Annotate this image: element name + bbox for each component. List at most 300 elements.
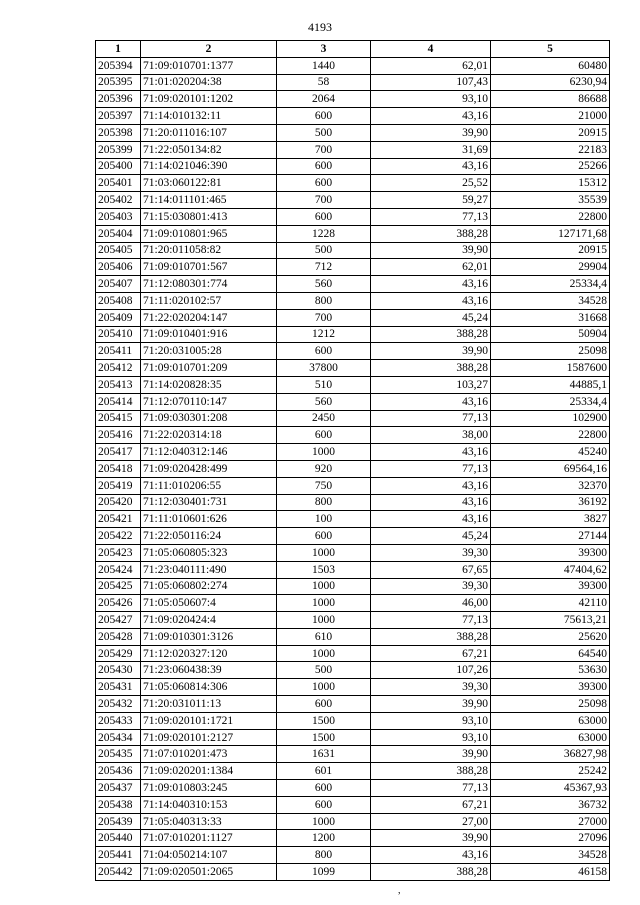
table-cell-col-3: 600 bbox=[277, 343, 371, 360]
table-cell-col-1: 205406 bbox=[96, 259, 141, 276]
table-cell-col-1: 205404 bbox=[96, 225, 141, 242]
table-cell-col-1: 205407 bbox=[96, 276, 141, 293]
header-col-4: 4 bbox=[371, 41, 491, 58]
table-cell-col-2: 71:05:060805:323 bbox=[141, 544, 277, 561]
table-row bbox=[96, 444, 610, 461]
table-cell-col-4: 39,30 bbox=[371, 578, 491, 595]
table-cell-col-3: 1000 bbox=[277, 595, 371, 612]
table-row bbox=[96, 192, 610, 209]
table-cell-col-1: 205433 bbox=[96, 712, 141, 729]
table-row bbox=[96, 477, 610, 494]
table-row bbox=[96, 74, 610, 91]
table-cell-col-2: 71:11:010601:626 bbox=[141, 511, 277, 528]
table-cell-col-4: 59,27 bbox=[371, 192, 491, 209]
table-cell-col-5: 32370 bbox=[491, 477, 610, 494]
table-cell-col-1: 205409 bbox=[96, 309, 141, 326]
table-cell-col-4: 39,90 bbox=[371, 830, 491, 847]
table-cell-col-1: 205434 bbox=[96, 729, 141, 746]
table-cell-col-1: 205397 bbox=[96, 108, 141, 125]
table-cell-col-3: 601 bbox=[277, 763, 371, 780]
table-cell-col-5: 25098 bbox=[491, 696, 610, 713]
table-cell-col-4: 388,28 bbox=[371, 864, 491, 881]
table-row bbox=[96, 427, 610, 444]
table-cell-col-4: 39,90 bbox=[371, 696, 491, 713]
table-row bbox=[96, 796, 610, 813]
table-cell-col-4: 25,52 bbox=[371, 175, 491, 192]
table-cell-col-1: 205396 bbox=[96, 91, 141, 108]
table-cell-col-3: 600 bbox=[277, 427, 371, 444]
table-row bbox=[96, 326, 610, 343]
table-cell-col-4: 43,16 bbox=[371, 511, 491, 528]
footer-mark: , bbox=[398, 885, 401, 896]
table-cell-col-5: 36732 bbox=[491, 796, 610, 813]
table-cell-col-5: 25266 bbox=[491, 158, 610, 175]
table-cell-col-2: 71:23:060438:39 bbox=[141, 662, 277, 679]
table-row bbox=[96, 158, 610, 175]
table-cell-col-4: 77,13 bbox=[371, 208, 491, 225]
table-cell-col-4: 43,16 bbox=[371, 276, 491, 293]
table-row bbox=[96, 544, 610, 561]
table-cell-col-2: 71:20:031005:28 bbox=[141, 343, 277, 360]
table-cell-col-3: 2064 bbox=[277, 91, 371, 108]
table-cell-col-5: 1587600 bbox=[491, 360, 610, 377]
table-row bbox=[96, 561, 610, 578]
table-cell-col-5: 39300 bbox=[491, 578, 610, 595]
table-cell-col-4: 39,90 bbox=[371, 746, 491, 763]
table-cell-col-3: 510 bbox=[277, 376, 371, 393]
table-cell-col-5: 31668 bbox=[491, 309, 610, 326]
table-cell-col-1: 205414 bbox=[96, 393, 141, 410]
table-cell-col-4: 39,30 bbox=[371, 544, 491, 561]
table-cell-col-5: 27000 bbox=[491, 813, 610, 830]
table-row bbox=[96, 175, 610, 192]
table-cell-col-3: 600 bbox=[277, 780, 371, 797]
table-cell-col-5: 25620 bbox=[491, 628, 610, 645]
table-row bbox=[96, 141, 610, 158]
page-number: 4193 bbox=[308, 20, 332, 34]
table-cell-col-4: 27,00 bbox=[371, 813, 491, 830]
table-row bbox=[96, 225, 610, 242]
table-cell-col-4: 93,10 bbox=[371, 91, 491, 108]
table-row bbox=[96, 460, 610, 477]
table-cell-col-2: 71:09:020201:1384 bbox=[141, 763, 277, 780]
table-cell-col-3: 1631 bbox=[277, 746, 371, 763]
table-cell-col-1: 205421 bbox=[96, 511, 141, 528]
table-cell-col-4: 43,16 bbox=[371, 847, 491, 864]
table-cell-col-2: 71:09:020101:1721 bbox=[141, 712, 277, 729]
table-cell-col-4: 43,16 bbox=[371, 158, 491, 175]
table-cell-col-1: 205441 bbox=[96, 847, 141, 864]
table-cell-col-5: 86688 bbox=[491, 91, 610, 108]
header-col-1: 1 bbox=[96, 41, 141, 58]
table-cell-col-3: 500 bbox=[277, 124, 371, 141]
table-cell-col-1: 205442 bbox=[96, 864, 141, 881]
table-row bbox=[96, 628, 610, 645]
table-cell-col-2: 71:09:030301:208 bbox=[141, 410, 277, 427]
table-cell-col-4: 46,00 bbox=[371, 595, 491, 612]
table-cell-col-1: 205430 bbox=[96, 662, 141, 679]
table-cell-col-5: 63000 bbox=[491, 712, 610, 729]
table-cell-col-4: 93,10 bbox=[371, 729, 491, 746]
table-body bbox=[96, 57, 610, 880]
table-cell-col-1: 205403 bbox=[96, 208, 141, 225]
table-cell-col-2: 71:12:080301:774 bbox=[141, 276, 277, 293]
table-cell-col-4: 43,16 bbox=[371, 292, 491, 309]
table-cell-col-1: 205424 bbox=[96, 561, 141, 578]
table-cell-col-2: 71:22:020204:147 bbox=[141, 309, 277, 326]
table-cell-col-2: 71:03:060122:81 bbox=[141, 175, 277, 192]
table-row bbox=[96, 746, 610, 763]
table-cell-col-1: 205437 bbox=[96, 780, 141, 797]
table-cell-col-2: 71:09:010301:3126 bbox=[141, 628, 277, 645]
table-row bbox=[96, 276, 610, 293]
table-cell-col-4: 388,28 bbox=[371, 763, 491, 780]
table-cell-col-2: 71:22:020314:18 bbox=[141, 427, 277, 444]
table-cell-col-4: 67,21 bbox=[371, 645, 491, 662]
table-cell-col-5: 53630 bbox=[491, 662, 610, 679]
table-cell-col-3: 600 bbox=[277, 208, 371, 225]
table-cell-col-1: 205418 bbox=[96, 460, 141, 477]
table-cell-col-3: 600 bbox=[277, 158, 371, 175]
table-cell-col-5: 20915 bbox=[491, 242, 610, 259]
table-cell-col-1: 205427 bbox=[96, 612, 141, 629]
table-row bbox=[96, 696, 610, 713]
table-cell-col-3: 1228 bbox=[277, 225, 371, 242]
table-cell-col-2: 71:09:010401:916 bbox=[141, 326, 277, 343]
table-cell-col-5: 22183 bbox=[491, 141, 610, 158]
table-cell-col-2: 71:12:020327:120 bbox=[141, 645, 277, 662]
table-cell-col-2: 71:11:010206:55 bbox=[141, 477, 277, 494]
table-row bbox=[96, 645, 610, 662]
table-cell-col-1: 205435 bbox=[96, 746, 141, 763]
table-cell-col-3: 58 bbox=[277, 74, 371, 91]
table-cell-col-5: 39300 bbox=[491, 544, 610, 561]
table-cell-col-5: 25098 bbox=[491, 343, 610, 360]
table-cell-col-3: 100 bbox=[277, 511, 371, 528]
table-cell-col-1: 205411 bbox=[96, 343, 141, 360]
table-cell-col-3: 1000 bbox=[277, 813, 371, 830]
table-row bbox=[96, 393, 610, 410]
table-cell-col-5: 75613,21 bbox=[491, 612, 610, 629]
table-cell-col-1: 205400 bbox=[96, 158, 141, 175]
table-cell-col-4: 43,16 bbox=[371, 444, 491, 461]
table-cell-col-1: 205413 bbox=[96, 376, 141, 393]
table-row bbox=[96, 864, 610, 881]
table-cell-col-5: 22800 bbox=[491, 427, 610, 444]
table-cell-col-4: 62,01 bbox=[371, 259, 491, 276]
table-cell-col-5: 102900 bbox=[491, 410, 610, 427]
table-cell-col-1: 205395 bbox=[96, 74, 141, 91]
table-cell-col-4: 67,65 bbox=[371, 561, 491, 578]
table-cell-col-2: 71:09:020501:2065 bbox=[141, 864, 277, 881]
table-cell-col-3: 1099 bbox=[277, 864, 371, 881]
table-row bbox=[96, 259, 610, 276]
table-cell-col-3: 800 bbox=[277, 847, 371, 864]
table-cell-col-2: 71:07:010201:473 bbox=[141, 746, 277, 763]
table-cell-col-5: 69564,16 bbox=[491, 460, 610, 477]
table-cell-col-1: 205438 bbox=[96, 796, 141, 813]
table-cell-col-5: 25242 bbox=[491, 763, 610, 780]
table-cell-col-2: 71:09:020101:2127 bbox=[141, 729, 277, 746]
table-cell-col-4: 62,01 bbox=[371, 57, 491, 74]
table-cell-col-3: 610 bbox=[277, 628, 371, 645]
table-cell-col-1: 205408 bbox=[96, 292, 141, 309]
table-cell-col-3: 600 bbox=[277, 696, 371, 713]
table-cell-col-2: 71:09:010701:209 bbox=[141, 360, 277, 377]
table-cell-col-5: 127171,68 bbox=[491, 225, 610, 242]
table-cell-col-3: 1200 bbox=[277, 830, 371, 847]
table-cell-col-1: 205398 bbox=[96, 124, 141, 141]
table-cell-col-3: 1500 bbox=[277, 729, 371, 746]
table-cell-col-2: 71:09:020424:4 bbox=[141, 612, 277, 629]
table-row bbox=[96, 612, 610, 629]
table-cell-col-4: 388,28 bbox=[371, 326, 491, 343]
table-cell-col-5: 3827 bbox=[491, 511, 610, 528]
table-cell-col-3: 600 bbox=[277, 796, 371, 813]
table-cell-col-4: 388,28 bbox=[371, 628, 491, 645]
table-cell-col-3: 1000 bbox=[277, 544, 371, 561]
table-cell-col-4: 93,10 bbox=[371, 712, 491, 729]
table-cell-col-4: 39,90 bbox=[371, 242, 491, 259]
table-cell-col-4: 45,24 bbox=[371, 528, 491, 545]
table-cell-col-4: 43,16 bbox=[371, 393, 491, 410]
table-cell-col-1: 205394 bbox=[96, 57, 141, 74]
table-cell-col-1: 205436 bbox=[96, 763, 141, 780]
table-cell-col-3: 1503 bbox=[277, 561, 371, 578]
table-cell-col-3: 560 bbox=[277, 393, 371, 410]
table-cell-col-4: 107,26 bbox=[371, 662, 491, 679]
table-cell-col-3: 560 bbox=[277, 276, 371, 293]
table-cell-col-2: 71:14:021046:390 bbox=[141, 158, 277, 175]
table-cell-col-2: 71:22:050134:82 bbox=[141, 141, 277, 158]
table-cell-col-1: 205419 bbox=[96, 477, 141, 494]
table-cell-col-2: 71:05:060802:274 bbox=[141, 578, 277, 595]
table-cell-col-5: 42110 bbox=[491, 595, 610, 612]
table-cell-col-3: 1500 bbox=[277, 712, 371, 729]
table-cell-col-4: 77,13 bbox=[371, 780, 491, 797]
table-cell-col-5: 36192 bbox=[491, 494, 610, 511]
table-cell-col-5: 15312 bbox=[491, 175, 610, 192]
table-cell-col-4: 39,90 bbox=[371, 124, 491, 141]
table-cell-col-4: 103,27 bbox=[371, 376, 491, 393]
table-cell-col-2: 71:09:020101:1202 bbox=[141, 91, 277, 108]
table-cell-col-5: 25334,4 bbox=[491, 393, 610, 410]
table-cell-col-3: 800 bbox=[277, 292, 371, 309]
table-row bbox=[96, 780, 610, 797]
table-cell-col-5: 29904 bbox=[491, 259, 610, 276]
table-cell-col-2: 71:20:011058:82 bbox=[141, 242, 277, 259]
table-row bbox=[96, 595, 610, 612]
table-row bbox=[96, 830, 610, 847]
table-row bbox=[96, 309, 610, 326]
table-row bbox=[96, 208, 610, 225]
table-cell-col-2: 71:09:010701:567 bbox=[141, 259, 277, 276]
table-cell-col-1: 205440 bbox=[96, 830, 141, 847]
table-cell-col-1: 205412 bbox=[96, 360, 141, 377]
table-cell-col-3: 700 bbox=[277, 309, 371, 326]
table-cell-col-3: 712 bbox=[277, 259, 371, 276]
table-cell-col-1: 205426 bbox=[96, 595, 141, 612]
table-row bbox=[96, 511, 610, 528]
table-cell-col-2: 71:12:040312:146 bbox=[141, 444, 277, 461]
table-cell-col-3: 700 bbox=[277, 192, 371, 209]
table-cell-col-4: 43,16 bbox=[371, 477, 491, 494]
table-row bbox=[96, 679, 610, 696]
table-row bbox=[96, 376, 610, 393]
table-cell-col-5: 22800 bbox=[491, 208, 610, 225]
table-row bbox=[96, 712, 610, 729]
table-cell-col-4: 77,13 bbox=[371, 410, 491, 427]
table-cell-col-5: 34528 bbox=[491, 847, 610, 864]
table-cell-col-2: 71:09:010701:1377 bbox=[141, 57, 277, 74]
table-cell-col-3: 1440 bbox=[277, 57, 371, 74]
table-row bbox=[96, 410, 610, 427]
table-cell-col-4: 67,21 bbox=[371, 796, 491, 813]
table-cell-col-3: 600 bbox=[277, 108, 371, 125]
table-row bbox=[96, 91, 610, 108]
table-cell-col-5: 44885,1 bbox=[491, 376, 610, 393]
header-col-5: 5 bbox=[491, 41, 610, 58]
table-row bbox=[96, 847, 610, 864]
table-cell-col-2: 71:15:030801:413 bbox=[141, 208, 277, 225]
table-cell-col-4: 39,30 bbox=[371, 679, 491, 696]
table-cell-col-1: 205416 bbox=[96, 427, 141, 444]
table-cell-col-3: 1000 bbox=[277, 645, 371, 662]
table-cell-col-3: 500 bbox=[277, 242, 371, 259]
table-cell-col-2: 71:12:070110:147 bbox=[141, 393, 277, 410]
table-cell-col-4: 39,90 bbox=[371, 343, 491, 360]
table-cell-col-2: 71:04:050214:107 bbox=[141, 847, 277, 864]
table-cell-col-5: 21000 bbox=[491, 108, 610, 125]
table-cell-col-3: 37800 bbox=[277, 360, 371, 377]
registry-table bbox=[95, 40, 610, 881]
table-cell-col-2: 71:20:011016:107 bbox=[141, 124, 277, 141]
table-cell-col-3: 1000 bbox=[277, 612, 371, 629]
table-cell-col-2: 71:20:031011:13 bbox=[141, 696, 277, 713]
table-cell-col-5: 20915 bbox=[491, 124, 610, 141]
table-cell-col-1: 205432 bbox=[96, 696, 141, 713]
table-cell-col-1: 205439 bbox=[96, 813, 141, 830]
table-row bbox=[96, 528, 610, 545]
table-cell-col-5: 39300 bbox=[491, 679, 610, 696]
table-cell-col-2: 71:23:040111:490 bbox=[141, 561, 277, 578]
table-cell-col-4: 388,28 bbox=[371, 360, 491, 377]
table-cell-col-5: 27144 bbox=[491, 528, 610, 545]
table-cell-col-3: 2450 bbox=[277, 410, 371, 427]
table-cell-col-1: 205415 bbox=[96, 410, 141, 427]
table-cell-col-1: 205420 bbox=[96, 494, 141, 511]
table-cell-col-3: 700 bbox=[277, 141, 371, 158]
table-row bbox=[96, 360, 610, 377]
table-cell-col-5: 60480 bbox=[491, 57, 610, 74]
table-cell-col-4: 43,16 bbox=[371, 494, 491, 511]
table-row bbox=[96, 813, 610, 830]
table-cell-col-5: 50904 bbox=[491, 326, 610, 343]
table-cell-col-3: 600 bbox=[277, 175, 371, 192]
table-cell-col-4: 45,24 bbox=[371, 309, 491, 326]
table-cell-col-5: 45367,93 bbox=[491, 780, 610, 797]
table-cell-col-1: 205410 bbox=[96, 326, 141, 343]
table-row bbox=[96, 578, 610, 595]
table-cell-col-5: 64540 bbox=[491, 645, 610, 662]
table-cell-col-2: 71:05:040313:33 bbox=[141, 813, 277, 830]
table-cell-col-2: 71:09:020428:499 bbox=[141, 460, 277, 477]
table-cell-col-2: 71:14:020828:35 bbox=[141, 376, 277, 393]
table-cell-col-5: 27096 bbox=[491, 830, 610, 847]
table-cell-col-2: 71:14:010132:11 bbox=[141, 108, 277, 125]
table-cell-col-4: 31,69 bbox=[371, 141, 491, 158]
table-cell-col-1: 205401 bbox=[96, 175, 141, 192]
table-cell-col-3: 1000 bbox=[277, 578, 371, 595]
table-cell-col-3: 1000 bbox=[277, 679, 371, 696]
table-row bbox=[96, 494, 610, 511]
table-cell-col-5: 6230,94 bbox=[491, 74, 610, 91]
table-cell-col-3: 750 bbox=[277, 477, 371, 494]
table-cell-col-1: 205399 bbox=[96, 141, 141, 158]
table-cell-col-2: 71:09:010801:965 bbox=[141, 225, 277, 242]
table-cell-col-1: 205405 bbox=[96, 242, 141, 259]
table-cell-col-3: 800 bbox=[277, 494, 371, 511]
table-cell-col-5: 63000 bbox=[491, 729, 610, 746]
table-row bbox=[96, 57, 610, 74]
table-row bbox=[96, 124, 610, 141]
table-cell-col-3: 1212 bbox=[277, 326, 371, 343]
table-cell-col-3: 600 bbox=[277, 528, 371, 545]
table-cell-col-4: 77,13 bbox=[371, 460, 491, 477]
table-cell-col-2: 71:11:020102:57 bbox=[141, 292, 277, 309]
table-cell-col-3: 500 bbox=[277, 662, 371, 679]
table-cell-col-5: 25334,4 bbox=[491, 276, 610, 293]
table-cell-col-5: 46158 bbox=[491, 864, 610, 881]
table-row bbox=[96, 662, 610, 679]
table-cell-col-5: 36827,98 bbox=[491, 746, 610, 763]
table-cell-col-2: 71:05:060814:306 bbox=[141, 679, 277, 696]
table-cell-col-4: 77,13 bbox=[371, 612, 491, 629]
table-cell-col-2: 71:05:050607:4 bbox=[141, 595, 277, 612]
table-cell-col-1: 205429 bbox=[96, 645, 141, 662]
table-cell-col-5: 47404,62 bbox=[491, 561, 610, 578]
table-cell-col-2: 71:14:011101:465 bbox=[141, 192, 277, 209]
table-cell-col-2: 71:01:020204:38 bbox=[141, 74, 277, 91]
table-cell-col-5: 35539 bbox=[491, 192, 610, 209]
table-cell-col-2: 71:12:030401:731 bbox=[141, 494, 277, 511]
table-cell-col-2: 71:14:040310:153 bbox=[141, 796, 277, 813]
header-row bbox=[96, 41, 610, 58]
table-cell-col-4: 38,00 bbox=[371, 427, 491, 444]
table-cell-col-1: 205422 bbox=[96, 528, 141, 545]
table-cell-col-4: 388,28 bbox=[371, 225, 491, 242]
table-cell-col-5: 34528 bbox=[491, 292, 610, 309]
table-row bbox=[96, 729, 610, 746]
table-cell-col-1: 205428 bbox=[96, 628, 141, 645]
table-cell-col-4: 107,43 bbox=[371, 74, 491, 91]
table-cell-col-1: 205425 bbox=[96, 578, 141, 595]
table-row bbox=[96, 343, 610, 360]
table-cell-col-2: 71:09:010803:245 bbox=[141, 780, 277, 797]
table-cell-col-2: 71:07:010201:1127 bbox=[141, 830, 277, 847]
table-cell-col-5: 45240 bbox=[491, 444, 610, 461]
table-cell-col-1: 205402 bbox=[96, 192, 141, 209]
table-cell-col-3: 920 bbox=[277, 460, 371, 477]
table-row bbox=[96, 242, 610, 259]
table-cell-col-3: 1000 bbox=[277, 444, 371, 461]
table-cell-col-2: 71:22:050116:24 bbox=[141, 528, 277, 545]
table-cell-col-1: 205417 bbox=[96, 444, 141, 461]
table-cell-col-1: 205423 bbox=[96, 544, 141, 561]
header-col-3: 3 bbox=[277, 41, 371, 58]
table-cell-col-4: 43,16 bbox=[371, 108, 491, 125]
table-row bbox=[96, 108, 610, 125]
